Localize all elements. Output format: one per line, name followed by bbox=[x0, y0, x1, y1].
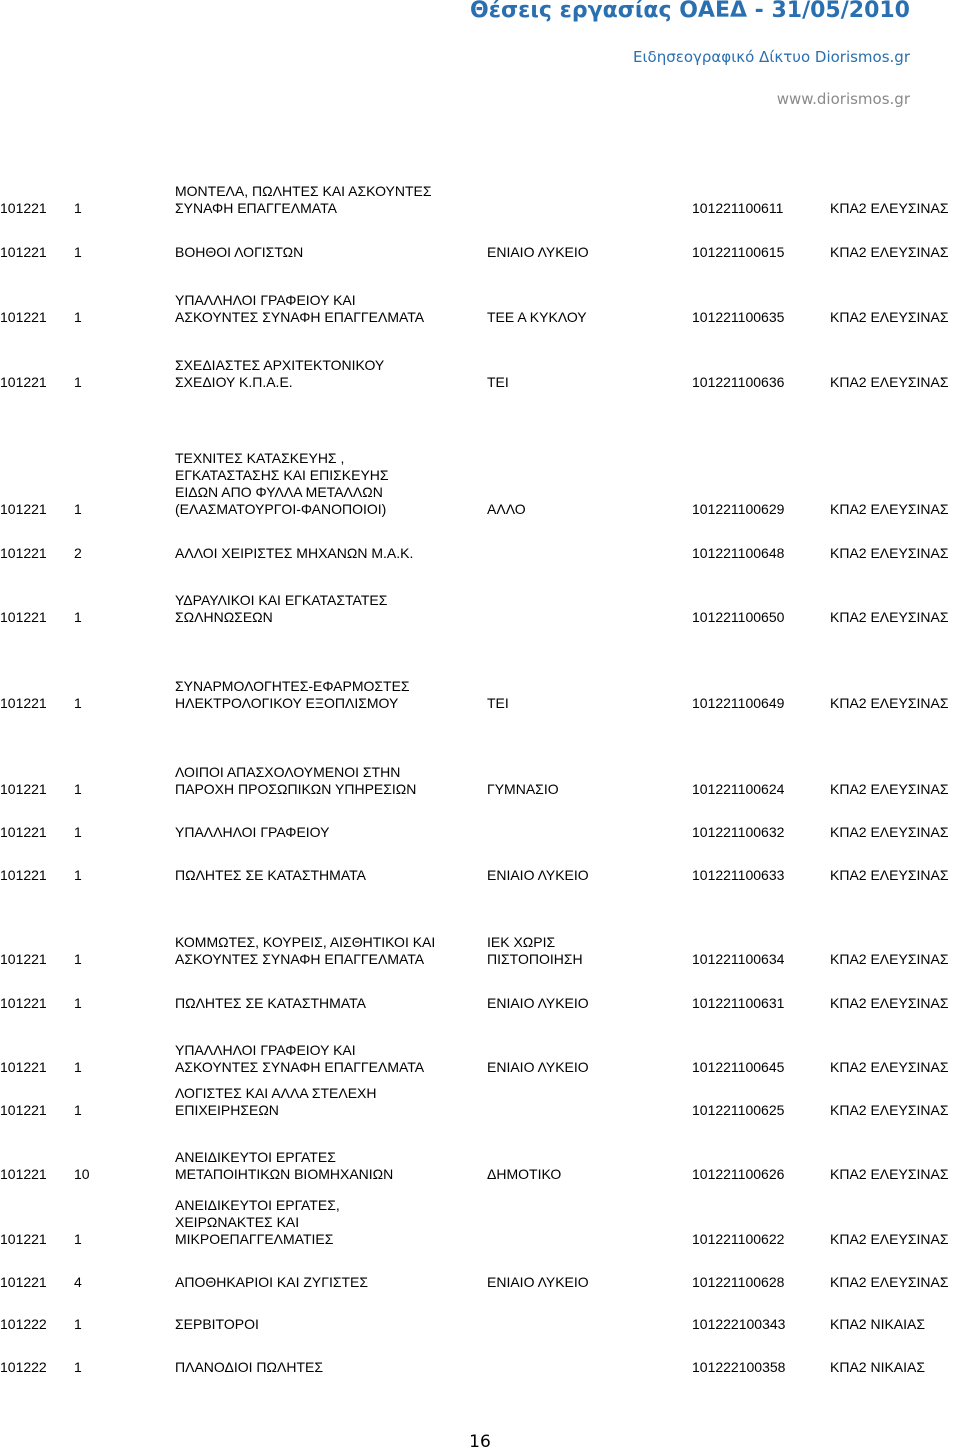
table-row bbox=[0, 592, 960, 626]
employment-office: ΚΠΑ2 ΕΛΕΥΣΙΝΑΣ bbox=[830, 951, 949, 967]
employment-office: ΚΠΑ2 ΕΛΕΥΣΙΝΑΣ bbox=[830, 545, 949, 561]
area-code: 101221 bbox=[0, 1166, 47, 1182]
area-code: 101221 bbox=[0, 609, 47, 625]
table-row bbox=[0, 357, 960, 391]
job-title: ΑΠΟΘΗΚΑΡΙΟΙ ΚΑΙ ΖΥΓΙΣΤΕΣ bbox=[175, 1274, 369, 1290]
area-code: 101222 bbox=[0, 1359, 47, 1375]
education-level: ΕΝΙΑΙΟ ΛΥΚΕΙΟ bbox=[487, 244, 589, 260]
education-level: ΤΕΙ bbox=[487, 374, 509, 390]
employment-office: ΚΠΑ2 ΕΛΕΥΣΙΝΑΣ bbox=[830, 781, 949, 797]
employment-office: ΚΠΑ2 ΕΛΕΥΣΙΝΑΣ bbox=[830, 501, 949, 517]
education-level: ΕΝΙΑΙΟ ΛΥΚΕΙΟ bbox=[487, 995, 589, 1011]
positions-count: 1 bbox=[74, 501, 82, 517]
employment-office: ΚΠΑ2 ΕΛΕΥΣΙΝΑΣ bbox=[830, 1059, 949, 1075]
posting-id: 101221100645 bbox=[692, 1059, 785, 1075]
education-level: ΕΝΙΑΙΟ ΛΥΚΕΙΟ bbox=[487, 1274, 589, 1290]
employment-office: ΚΠΑ2 ΕΛΕΥΣΙΝΑΣ bbox=[830, 374, 949, 390]
posting-id: 101221100631 bbox=[692, 995, 785, 1011]
employment-office: ΚΠΑ2 ΕΛΕΥΣΙΝΑΣ bbox=[830, 244, 949, 260]
job-title: ΥΔΡΑΥΛΙΚΟΙ ΚΑΙ ΕΓΚΑΤΑΣΤΑΤΕΣ ΣΩΛΗΝΩΣΕΩΝ bbox=[175, 592, 388, 625]
job-title: ΣΕΡΒΙΤΟΡΟΙ bbox=[175, 1316, 259, 1332]
employment-office: ΚΠΑ2 ΕΛΕΥΣΙΝΑΣ bbox=[830, 995, 949, 1011]
posting-id: 101221100649 bbox=[692, 695, 785, 711]
education-level: ΤΕΕ Α ΚΥΚΛΟΥ bbox=[487, 309, 587, 325]
job-title: ΑΛΛΟΙ ΧΕΙΡΙΣΤΕΣ ΜΗΧΑΝΩΝ Μ.Α.Κ. bbox=[175, 545, 414, 561]
table-row bbox=[0, 764, 960, 798]
area-code: 101221 bbox=[0, 200, 47, 216]
area-code: 101221 bbox=[0, 244, 47, 260]
posting-id: 101221100611 bbox=[692, 200, 784, 216]
positions-count: 2 bbox=[74, 545, 82, 561]
job-title: ΠΛΑΝΟΔΙΟΙ ΠΩΛΗΤΕΣ bbox=[175, 1359, 323, 1375]
job-title: ΚΟΜΜΩΤΕΣ, ΚΟΥΡΕΙΣ, ΑΙΣΘΗΤΙΚΟΙ ΚΑΙ ΑΣΚΟΥΝΤΕΣ ΣΥΝΑΦΗ ΕΠΑΓΓΕΛΜΑΤΑ bbox=[175, 934, 436, 967]
table-row bbox=[0, 1149, 960, 1183]
source-url[interactable]: www.diorismos.gr bbox=[776, 90, 910, 108]
education-level: ΤΕΙ bbox=[487, 695, 509, 711]
education-level: ΕΝΙΑΙΟ ΛΥΚΕΙΟ bbox=[487, 1059, 589, 1075]
employment-office: ΚΠΑ2 ΕΛΕΥΣΙΝΑΣ bbox=[830, 200, 949, 216]
posting-id: 101221100648 bbox=[692, 545, 785, 561]
education-level: ΓΥΜΝΑΣΙΟ bbox=[487, 781, 559, 797]
positions-count: 1 bbox=[74, 1316, 82, 1332]
posting-id: 101221100632 bbox=[692, 824, 785, 840]
education-level: ΕΝΙΑΙΟ ΛΥΚΕΙΟ bbox=[487, 867, 589, 883]
table-row bbox=[0, 545, 960, 562]
positions-count: 1 bbox=[74, 995, 82, 1011]
posting-id: 101221100622 bbox=[692, 1231, 785, 1247]
posting-id: 101221100624 bbox=[692, 781, 785, 797]
area-code: 101221 bbox=[0, 867, 47, 883]
job-title: ΤΕΧΝΙΤΕΣ ΚΑΤΑΣΚΕΥΗΣ , ΕΓΚΑΤΑΣΤΑΣΗΣ ΚΑΙ ΕΠΙΣΚΕΥΗΣ ΕΙΔΩΝ ΑΠΟ ΦΥΛΛΑ ΜΕΤΑΛΛΩΝ (ΕΛΑΣΜΑΤΟΥΡΓΟΙ-ΦΑΝΟΠΟΙΟΙ) bbox=[175, 450, 389, 517]
job-title: ΜΟΝΤΕΛΑ, ΠΩΛΗΤΕΣ ΚΑΙ ΑΣΚΟΥΝΤΕΣ ΣΥΝΑΦΗ ΕΠΑΓΓΕΛΜΑΤΑ bbox=[175, 183, 432, 216]
education-level: ΔΗΜΟΤΙΚΟ bbox=[487, 1166, 562, 1182]
positions-count: 1 bbox=[74, 374, 82, 390]
positions-count: 1 bbox=[74, 695, 82, 711]
table-row bbox=[0, 1042, 960, 1076]
positions-count: 1 bbox=[74, 200, 82, 216]
positions-count: 1 bbox=[74, 1102, 82, 1118]
area-code: 101221 bbox=[0, 1059, 47, 1075]
table-row bbox=[0, 446, 960, 518]
posting-id: 101222100358 bbox=[692, 1359, 786, 1375]
page-number: 16 bbox=[469, 1432, 491, 1452]
table-row bbox=[0, 1274, 960, 1291]
area-code: 101221 bbox=[0, 995, 47, 1011]
area-code: 101221 bbox=[0, 545, 47, 561]
posting-id: 101221100629 bbox=[692, 501, 785, 517]
employment-office: ΚΠΑ2 ΕΛΕΥΣΙΝΑΣ bbox=[830, 1274, 949, 1290]
posting-id: 101221100628 bbox=[692, 1274, 785, 1290]
employment-office: ΚΠΑ2 ΕΛΕΥΣΙΝΑΣ bbox=[830, 609, 949, 625]
education-level: ΑΛΛΟ bbox=[487, 501, 526, 517]
table-row bbox=[0, 183, 960, 217]
area-code: 101221 bbox=[0, 781, 47, 797]
area-code: 101221 bbox=[0, 309, 47, 325]
area-code: 101221 bbox=[0, 374, 47, 390]
employment-office: ΚΠΑ2 ΕΛΕΥΣΙΝΑΣ bbox=[830, 1231, 949, 1247]
positions-count: 1 bbox=[74, 609, 82, 625]
positions-count: 1 bbox=[74, 1231, 82, 1247]
positions-count: 1 bbox=[74, 309, 82, 325]
employment-office: ΚΠΑ2 ΝΙΚΑΙΑΣ bbox=[830, 1359, 926, 1375]
area-code: 101222 bbox=[0, 1316, 47, 1332]
positions-count: 10 bbox=[74, 1166, 90, 1182]
job-title: ΣΧΕΔΙΑΣΤΕΣ ΑΡΧΙΤΕΚΤΟΝΙΚΟΥ ΣΧΕΔΙΟΥ Κ.Π.Α.Ε. bbox=[175, 357, 385, 390]
posting-id: 101221100636 bbox=[692, 374, 785, 390]
positions-count: 1 bbox=[74, 244, 82, 260]
table-row bbox=[0, 867, 960, 884]
posting-id: 101222100343 bbox=[692, 1316, 786, 1332]
job-title: ΛΟΙΠΟΙ ΑΠΑΣΧΟΛΟΥΜΕΝΟΙ ΣΤΗΝ ΠΑΡΟΧΗ ΠΡΟΣΩΠΙΚΩΝ ΥΠΗΡΕΣΙΩΝ bbox=[175, 764, 417, 797]
area-code: 101221 bbox=[0, 1102, 47, 1118]
employment-office: ΚΠΑ2 ΕΛΕΥΣΙΝΑΣ bbox=[830, 1166, 949, 1182]
posting-id: 101221100634 bbox=[692, 951, 785, 967]
area-code: 101221 bbox=[0, 1231, 47, 1247]
employment-office: ΚΠΑ2 ΕΛΕΥΣΙΝΑΣ bbox=[830, 309, 949, 325]
job-title: ΑΝΕΙΔΙΚΕΥΤΟΙ ΕΡΓΑΤΕΣ ΜΕΤΑΠΟΙΗΤΙΚΩΝ ΒΙΟΜΗΧΑΝΙΩΝ bbox=[175, 1149, 394, 1182]
education-level: ΙΕΚ ΧΩΡΙΣ ΠΙΣΤΟΠΟΙΗΣΗ bbox=[487, 934, 583, 967]
positions-count: 1 bbox=[74, 824, 82, 840]
table-row bbox=[0, 292, 960, 326]
table-row bbox=[0, 934, 960, 968]
positions-count: 1 bbox=[74, 867, 82, 883]
table-row bbox=[0, 1197, 960, 1248]
table-row bbox=[0, 678, 960, 712]
job-title: ΛΟΓΙΣΤΕΣ ΚΑΙ ΑΛΛΑ ΣΤΕΛΕΧΗ ΕΠΙΧΕΙΡΗΣΕΩΝ bbox=[175, 1085, 377, 1118]
area-code: 101221 bbox=[0, 951, 47, 967]
table-row bbox=[0, 1359, 960, 1376]
table-row bbox=[0, 1085, 960, 1119]
area-code: 101221 bbox=[0, 695, 47, 711]
area-code: 101221 bbox=[0, 1274, 47, 1290]
table-row bbox=[0, 995, 960, 1012]
job-title: ΥΠΑΛΛΗΛΟΙ ΓΡΑΦΕΙΟΥ ΚΑΙ ΑΣΚΟΥΝΤΕΣ ΣΥΝΑΦΗ ΕΠΑΓΓΕΛΜΑΤΑ bbox=[175, 1042, 425, 1075]
job-title: ΥΠΑΛΛΗΛΟΙ ΓΡΑΦΕΙΟΥ bbox=[175, 824, 330, 840]
positions-count: 1 bbox=[74, 781, 82, 797]
job-title: ΒΟΗΘΟΙ ΛΟΓΙΣΤΩΝ bbox=[175, 244, 304, 260]
job-title: ΠΩΛΗΤΕΣ ΣΕ ΚΑΤΑΣΤΗΜΑΤΑ bbox=[175, 995, 366, 1011]
job-title: ΥΠΑΛΛΗΛΟΙ ΓΡΑΦΕΙΟΥ ΚΑΙ ΑΣΚΟΥΝΤΕΣ ΣΥΝΑΦΗ ΕΠΑΓΓΕΛΜΑΤΑ bbox=[175, 292, 425, 325]
positions-count: 4 bbox=[74, 1274, 82, 1290]
employment-office: ΚΠΑ2 ΕΛΕΥΣΙΝΑΣ bbox=[830, 695, 949, 711]
job-title: ΑΝΕΙΔΙΚΕΥΤΟΙ ΕΡΓΑΤΕΣ, ΧΕΙΡΩΝΑΚΤΕΣ ΚΑΙ ΜΙΚΡΟΕΠΑΓΓΕΛΜΑΤΙΕΣ bbox=[175, 1197, 340, 1247]
table-row bbox=[0, 824, 960, 841]
positions-count: 1 bbox=[74, 1359, 82, 1375]
employment-office: ΚΠΑ2 ΕΛΕΥΣΙΝΑΣ bbox=[830, 824, 949, 840]
area-code: 101221 bbox=[0, 501, 47, 517]
posting-id: 101221100615 bbox=[692, 244, 785, 260]
document-title: Θέσεις εργασίας ΟΑΕΔ - 31/05/2010 bbox=[470, 0, 910, 23]
employment-office: ΚΠΑ2 ΕΛΕΥΣΙΝΑΣ bbox=[830, 1102, 949, 1118]
job-title: ΠΩΛΗΤΕΣ ΣΕ ΚΑΤΑΣΤΗΜΑΤΑ bbox=[175, 867, 366, 883]
document-subtitle: Ειδησεογραφικό Δίκτυο Diorismos.gr bbox=[632, 48, 910, 66]
area-code: 101221 bbox=[0, 824, 47, 840]
posting-id: 101221100626 bbox=[692, 1166, 785, 1182]
posting-id: 101221100625 bbox=[692, 1102, 785, 1118]
posting-id: 101221100633 bbox=[692, 867, 785, 883]
posting-id: 101221100635 bbox=[692, 309, 785, 325]
table-row bbox=[0, 244, 960, 261]
table-row bbox=[0, 1316, 960, 1333]
employment-office: ΚΠΑ2 ΕΛΕΥΣΙΝΑΣ bbox=[830, 867, 949, 883]
posting-id: 101221100650 bbox=[692, 609, 785, 625]
positions-count: 1 bbox=[74, 951, 82, 967]
positions-count: 1 bbox=[74, 1059, 82, 1075]
employment-office: ΚΠΑ2 ΝΙΚΑΙΑΣ bbox=[830, 1316, 926, 1332]
job-title: ΣΥΝΑΡΜΟΛΟΓΗΤΕΣ-ΕΦΑΡΜΟΣΤΕΣ ΗΛΕΚΤΡΟΛΟΓΙΚΟΥ ΕΞΟΠΛΙΣΜΟΥ bbox=[175, 678, 410, 711]
